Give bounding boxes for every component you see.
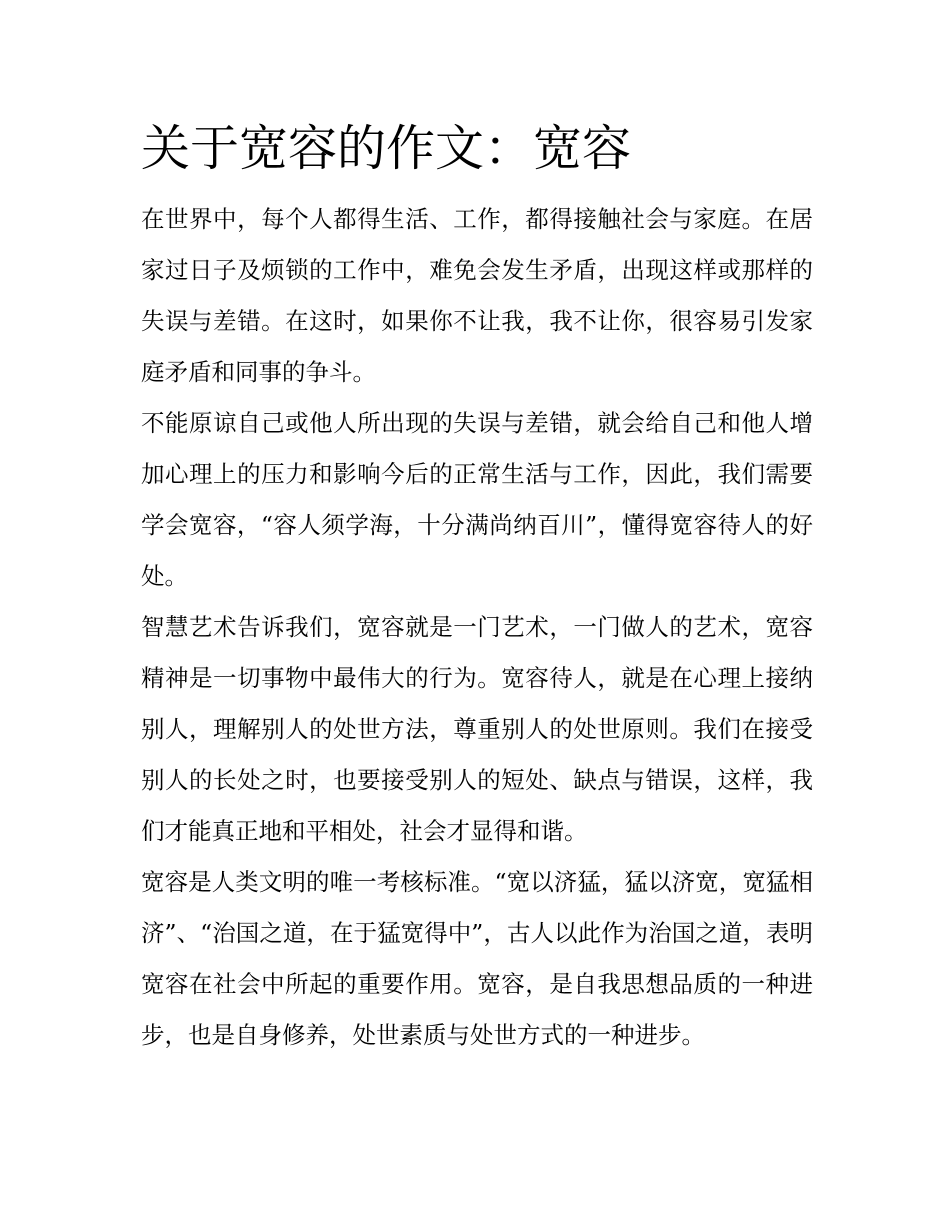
document-body [141,118,813,1061]
paragraph-4: 宽容是人类文明的唯一考核标准。“宽以济猛，猛以济宽，宽猛相济”、“治国之道，在于猛宽得中”，古人以此作为治国之道，表明宽容在社会中所起的重要作用。宽容，是自我思想品质的一种进步，也是自身修养，处世素质与处世方式的一种进步。 [141,868,813,1049]
paragraph-2: 不能原谅自己或他人所出现的失误与差错，就会给自己和他人增加心理上的压力和影响今后的正常生活与工作，因此，我们需要学会宽容，“容人须学海，十分满尚纳百川”，懂得宽容待人的好处。 [141,409,813,590]
paragraph-1: 在世界中，每个人都得生活、工作，都得接触社会与家庭。在居家过日子及烦锁的工作中，难免会发生矛盾，出现这样或那样的失误与差错。在这时，如果你不让我，我不让你，很容易引发家庭矛盾和同事的争斗。 [141,205,813,386]
paragraph-3: 智慧艺术告诉我们，宽容就是一门艺术，一门做人的艺术，宽容精神是一切事物中最伟大的行为。宽容待人，就是在心理上接纳别人，理解别人的处世方法，尊重别人的处世原则。我们在接受别人的长处之时，也要接受别人的短处、缺点与错误，这样，我们才能真正地和平相处，社会才显得和谐。 [141,613,813,845]
document-title: 关于宽容的作文：宽容 [141,120,632,177]
